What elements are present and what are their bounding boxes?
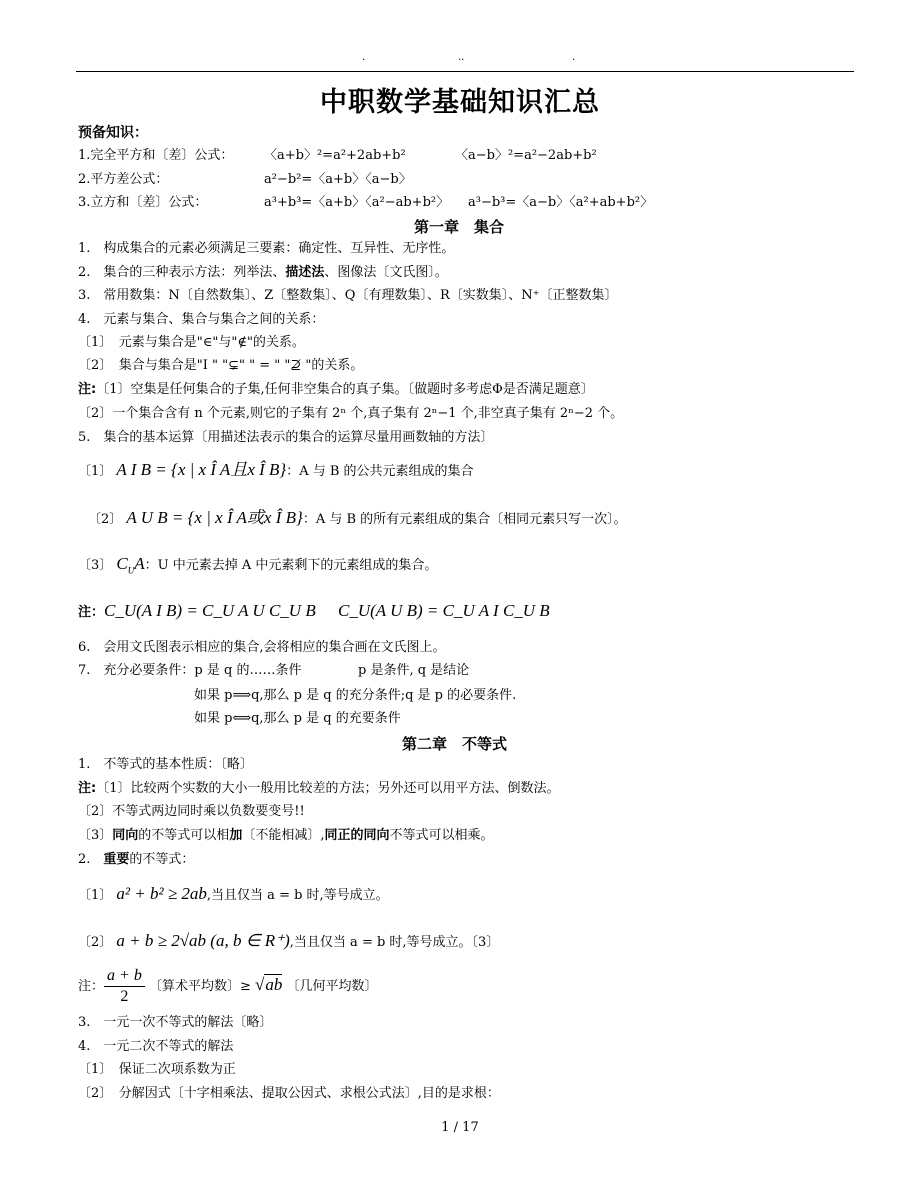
note2-formula-2 [338, 603, 550, 621]
ch1-l2a: 2. 集合的三种表示方法：列举法、 [78, 265, 286, 280]
ch2-line-1: 1. 不等式的基本性质：〔略〕 [78, 757, 253, 772]
ch1-note-line-2: 〔2〕一个集合含有 n 个元素,则它的子集有 2ⁿ 个,真子集有 2ⁿ−1 个,非空真子集有 2ⁿ−2 个。 [78, 406, 624, 421]
ch2-l4e: 〔不能相减〕, [242, 828, 325, 843]
ch1-l11c: p 是条件, q 是结论 [358, 663, 470, 678]
ch1-l11a: 7. 充分必要条件： [78, 663, 195, 678]
page-title: 中职数学基础知识汇总 [320, 87, 600, 118]
prep-l1-label: 1.完全平方和〔差〕公式： [78, 148, 234, 163]
ch2-ineq-2 [78, 933, 499, 951]
ch2-line-2 [78, 852, 194, 868]
header-dot: . [362, 52, 366, 63]
op3-formula [116, 554, 145, 576]
header-dot: . [572, 52, 576, 63]
ch2-line-9: 〔2〕 分解因式〔十字相乘法、提取公因式、求根公式法〕,目的是求根： [78, 1086, 500, 1101]
ch1-note-line-1 [78, 382, 594, 398]
ch2-l4g: 不等式可以相乘。 [389, 828, 494, 843]
ch1-line-5: 〔1〕 元素与集合是"∈"与"∉"的关系。 [78, 335, 305, 350]
ch2-ineq-3 [78, 966, 378, 1007]
op3-sub: U [127, 565, 135, 576]
ch1-note-text-1: 〔1〕空集是任何集合的子集,任何非空集合的真子集。〔做题时多考虑Φ是否满足题意〕 [96, 382, 594, 397]
prep-line-1 [78, 148, 233, 164]
ch1-line-2 [78, 265, 448, 281]
i3-sqrt-arg: ab [265, 975, 283, 994]
i2-formula: a + b ≥ 2√ab (a, b ∈ R⁺) [116, 931, 290, 950]
op1-formula: A I B = {x | x Î A且x Î B} [116, 460, 287, 479]
i3-label: 注： [78, 979, 105, 994]
i3-denominator: 2 [120, 988, 129, 1005]
i2-desc: ,当且仅当 a = b 时,等号成立。〔3〕 [289, 935, 500, 950]
op2-label: 〔2〕 [88, 512, 123, 527]
op1-label: 〔1〕 [78, 464, 113, 479]
ch2-l4b: 同向 [112, 828, 139, 843]
op1-desc: ：A 与 B 的公共元素组成的集合 [286, 464, 474, 479]
ch2-note-line-1 [78, 781, 559, 797]
page-number: 1 / 17 [441, 1120, 479, 1135]
ch2-ineq-1 [78, 886, 389, 904]
ch1-line-13: 如果 p⟺q,那么 p 是 q 的充要条件 [194, 711, 401, 726]
prep-l2-label: 2.平方差公式： [78, 172, 169, 187]
note2-formula-2-text: C_U(A U B) = C_U A I C_U B [338, 601, 550, 620]
prep-l3-formula-b: a³−b³=〈a−b〉〈a²+ab+b²〉 [468, 195, 654, 210]
chapter-1-title: 第一章 集合 [414, 218, 505, 236]
ch2-l4c: 的不等式可以相 [138, 828, 230, 843]
chapter-2-title: 第二章 不等式 [402, 735, 508, 753]
i3-sqrt: √ab [255, 975, 283, 994]
prep-heading: 预备知识： [78, 125, 148, 141]
ch2-note-label: 注: [78, 781, 97, 796]
prep-l2-formula: a²−b²=〈a+b〉〈a−b〉 [264, 172, 412, 187]
prep-l3-label: 3.立方和〔差〕公式： [78, 195, 208, 210]
ch1-line-9: 5. 集合的基本运算〔用描述法表示的集合的运算尽量用画数轴的方法〕 [78, 430, 494, 445]
ch2-note-line-2: 〔2〕不等式两边同时乘以负数要变号!! [78, 804, 305, 819]
ch1-line-12: 如果 p⟹q,那么 p 是 q 的充分条件;q 是 p 的必要条件. [194, 688, 517, 703]
ch1-op-2 [88, 510, 627, 528]
op3-c: C [116, 554, 128, 573]
ch1-line-10: 6. 会用文氏图表示相应的集合,会将相应的集合画在文氏图上。 [78, 640, 446, 655]
ch1-l2c: 、图像法〔文氏图〕。 [324, 265, 448, 280]
ch1-line-4: 4. 元素与集合、集合与集合之间的关系： [78, 312, 325, 327]
ch2-note-line-3 [78, 828, 494, 844]
note2-label: 注： [78, 605, 105, 620]
op2-desc: ：A 与 B 的所有元素组成的集合〔相同元素只写一次〕。 [302, 512, 627, 527]
ch2-l5a: 2. [78, 852, 104, 867]
ch1-op-3 [78, 556, 437, 578]
ch2-line-8: 〔1〕 保证二次项系数为正 [78, 1062, 236, 1077]
ch1-note-label: 注: [78, 382, 97, 397]
i3-numerator: a + b [104, 966, 145, 987]
i3-fraction [104, 966, 145, 1007]
ch2-l5c: 的不等式： [129, 852, 195, 867]
ch2-l4f: 同正的同向 [324, 828, 390, 843]
ch1-l2-bold: 描述法 [285, 265, 325, 280]
ch2-l4a: 〔3〕 [78, 828, 113, 843]
op3-desc: ：U 中元素去掉 A 中元素剩下的元素组成的集合。 [144, 558, 438, 573]
i1-desc: ,当且仅当 a = b 时,等号成立。 [206, 888, 389, 903]
note2-formula-1: C_U(A I B) = C_U A U C_U B [104, 601, 316, 620]
ch1-op-1 [78, 462, 474, 480]
ch2-line-7: 4. 一元二次不等式的解法 [78, 1039, 234, 1054]
prep-l1-formula-b: 〈a−b〉²=a²−2ab+b² [455, 148, 597, 163]
i1-label: 〔1〕 [78, 888, 113, 903]
prep-l1-formula-a: 〈a+b〉²=a²+2ab+b² [264, 148, 406, 163]
ch2-line-6: 3. 一元一次不等式的解法〔略〕 [78, 1015, 273, 1030]
i3-desc-2: 〔几何平均数〕 [286, 979, 378, 994]
ch1-note-2 [78, 603, 316, 621]
i2-label: 〔2〕 [78, 935, 113, 950]
prep-l3-formula-a: a³+b³=〈a+b〉〈a²−ab+b²〉 [264, 195, 450, 210]
header-rule [76, 71, 854, 72]
ch2-l4d: 加 [229, 828, 243, 843]
ch2-l5b: 重要 [103, 852, 130, 867]
ch1-l11b: p 是 q 的……条件 [194, 663, 302, 678]
ch1-line-3: 3. 常用数集：N〔自然数集〕、Z〔整数集〕、Q〔有理数集〕、R〔实数集〕、N⁺〔正整数集〕 [78, 288, 618, 303]
ch2-note-text-1: 〔1〕比较两个实数的大小一般用比较差的方法；另外还可以用平方法、倒数法。 [96, 781, 560, 796]
ch1-line-11 [78, 663, 301, 679]
i3-desc-1: 〔算术平均数〕≥ [148, 979, 251, 994]
ch1-line-6: 〔2〕 集合与集合是"I " "⊊" " = " "⊉ "的关系。 [78, 358, 364, 373]
i1-formula: a² + b² ≥ 2ab [116, 884, 207, 903]
op3-label: 〔3〕 [78, 558, 113, 573]
op2-formula: A U B = {x | x Î A或x Î B} [126, 508, 303, 527]
header-dot: .. [458, 52, 465, 63]
op3-a: A [134, 554, 145, 573]
ch1-line-1: 1. 构成集合的元素必须满足三要素：确定性、互异性、无序性。 [78, 241, 455, 256]
